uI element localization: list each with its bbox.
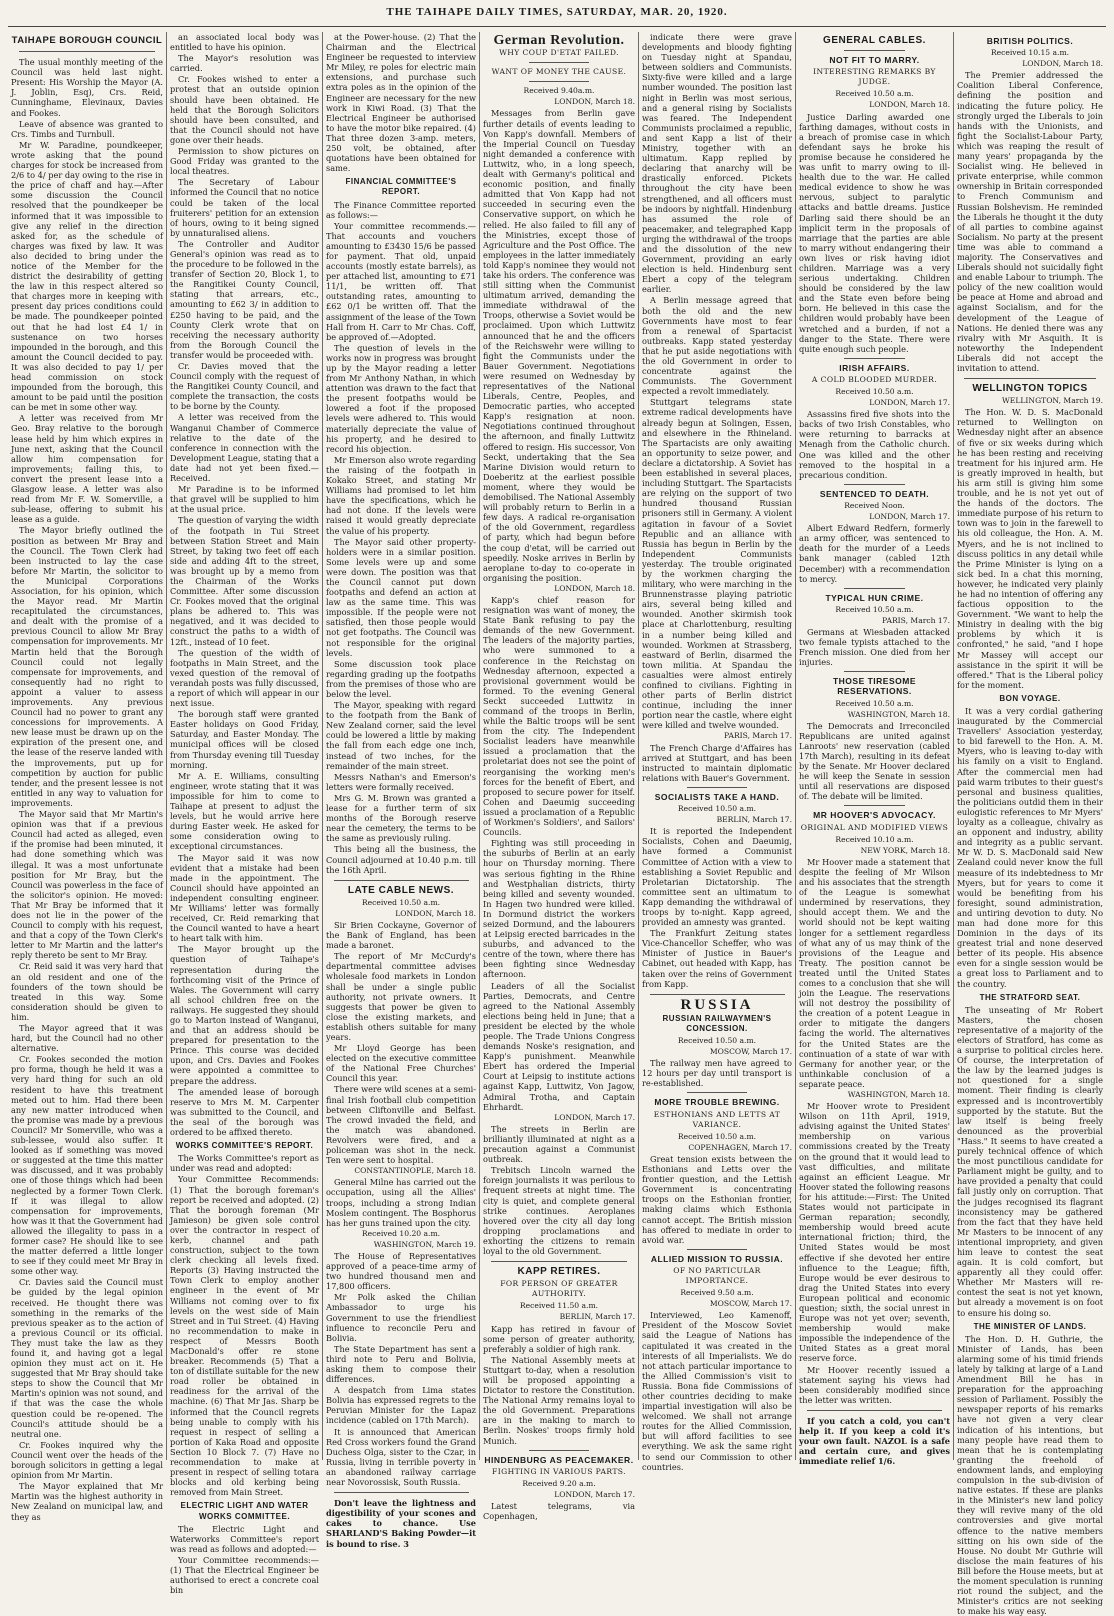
subheading: WANT OF MONEY THE CAUSE. — [491, 67, 627, 77]
bon-voyage-heading: BON VOYAGE. — [999, 693, 1061, 703]
electric-committee-heading: ELECTRIC LIGHT AND WATER WORKS COMMITTEE. — [180, 1501, 309, 1521]
borough-council-heading: TAIHAPE BOROUGH COUNCIL — [11, 35, 163, 46]
paragraph: The Electric Light and Waterworks Committee's report was read as follows and adopted:— — [170, 1523, 319, 1554]
general-cables-heading: GENERAL CABLES. — [823, 35, 926, 46]
russia-heading: RUSSIA — [680, 996, 754, 1013]
divider — [491, 1261, 628, 1262]
divider — [529, 1450, 590, 1451]
cable-item: The House of Representatives approved of a peace-time army of two hundred thousand men and 17,800 officers. — [326, 1250, 476, 1292]
late-cable-heading: LATE CABLE NEWS. — [347, 884, 455, 896]
paragraph: Cr. Davies moved that the Council comply with the request of the Rangitikei County Council, and complete the transaction, the costs to be borne by the County. — [170, 361, 319, 412]
dateline: LONDON, March 18. — [554, 97, 635, 107]
paragraph: Permission to show pictures on Good Friday was granted to the local theatres. — [170, 146, 319, 177]
divider — [844, 805, 904, 806]
paragraph: It is reported the Independent Socialists, Cohen and Daeumig, have formed a Communist Committee of Action with a view to establishing a Soviet Republic and Proletarian Dictatorship. The committee sent an ultimatum to Kapp demanding the withdrawal of troops by to-night. Kapp agreed, provided an amnesty was granted. — [642, 826, 792, 928]
column-3 — [323, 32, 479, 1549]
paragraph: The question of the width of footpaths in Main Street, and the vexed question of the removal of verandah posts was fully discussed, a report of which will appear in our next issue. — [170, 647, 319, 709]
dateline: LONDON, March 17. — [869, 398, 950, 408]
paragraph: Messrs Nathan's and Emerson's letters were formally received. — [326, 771, 476, 792]
allied-mission-heading: ALLIED MISSION TO RUSSIA. — [650, 1253, 784, 1264]
paragraph: Cr. Davies said the Council must be guided by the legal opinion received. He thought there was something in the remarks of the previous speaker as to the action of a previous Council or its official. They must take the law as they found it, and having got a legal opinion they must act on it. He suggested that Mr Bray should take steps to show the Council that Mr Martin's opinion was not sound, and if that was the case the whole question could be re-opened. The Council's attitude should be a neutral one. — [11, 1277, 163, 1439]
kapp-retires-heading: KAPP RETIRES. — [517, 1266, 601, 1278]
paragraph: The Mayor explained that Mr Martin was the highest authority in New Zealand on municipal law, and they as — [11, 1481, 163, 1522]
paragraph: The Finance Committee reported as follows:— — [326, 199, 476, 220]
irish-heading: IRISH AFFAIRS. — [839, 362, 910, 373]
advertisement: Don't leave the lightness and digestibility of your scones and cakes to chance. Use SHARLAND'S Baking Powder—it is bound to rise. 3 — [326, 1498, 476, 1549]
paragraph: The usual monthly meeting of the Council was held last night. Present: His Worship the Mayor (A. J. Joblin, Esq), Crs. Reid, Cunninghame, Elevinaux, Davies and Fookes. — [11, 57, 163, 118]
received-time: Received 9.20 a.m. — [522, 1478, 596, 1488]
paragraph: Cr. Fookes seconded the motion pro forma, though he held it was a very hard thing for such an old resident to have this treatment meted out to him. Had there been any new matter introduced when the promise was made by a previous Council? Mr Somerville, who was a sub-lessee, would also suffer. It looked as if something was moved or suggested at the time this matter was discussed, and it was probably one of those things which had been neglected by a former Town Clerk. If it was illegal to allow compensation for improvements, how was it that the Government had allowed the illegality to pass in a former case? He should like to see the matter deferred a little longer to see if they could meet Mr Bray in some other way. — [11, 1054, 163, 1277]
divider — [334, 880, 469, 881]
borough-council-article — [11, 57, 163, 1522]
dateline: LONDON, March 18. — [554, 583, 635, 593]
paragraph: The Mayor said it was now evident that a mistake had been made in the appointment. The Council should have appointed an independent consulting engineer. Mr Williams' letter was formally received, Cr. Reid remarking that the Council wanted to have a heart to heart talk with him. — [170, 852, 319, 944]
paragraph: The National Assembly meets at Stuttgart to-day, when a resolution will be proposed appointing a Dictator to restore the Constitution. The National Army remains loyal to the old Government. Preparations are in the making to march to Berlin. Noskes' troops firmly hold Munich. — [483, 1354, 635, 1446]
paragraph: Your Committee recommends:— (1) That the Electrical Engineer be authorised to erect a concrete coal bin — [170, 1554, 319, 1596]
electric-committee-continued — [326, 32, 476, 173]
paragraph: Cr. Fookes inquired why the Council went over the heads of the borough solicitors in getting a legal opinion from Mr Martin. — [11, 1439, 163, 1481]
received-time: Received Noon. — [844, 500, 905, 510]
paragraph: Kapp's chief reason for resignation was want of money, the State Bank refusing to pay the demands of the new Government. The leaders of the majority parties, who were summoned to a conference in the Reichstag on Wednesday afternoon, expected a provisional government would be formed. To the evening General Seckt succeeded Luttwitz in command of the troops in Berlin, while the Baltic troops will be sent from the city. The Independent Socialist leaders have meanwhile issued a proclamation that the proletariat does not see the point of reorganising the working men's forces for the benefit of Ebert, and proposed to secure power for itself. Cohen and Daeumig succeeding issued a proclamation of a Republic of Workmen's Soldiers', and Sailors' Councils. — [483, 594, 635, 838]
divider — [529, 81, 590, 82]
cable-item: It is announced that American Red Cross workers found the Grand Duchess Olga, sister to the Czar, in Russia, living in terrible poverty in an abandoned railway carriage near Novorossisk, South Russia. — [326, 1426, 476, 1488]
advertisement: If you catch a cold, you can't help it. If you keep a cold it's your own fault. NAZOL is a safe and certain cure, and gives immediate relief 1/6. — [799, 1415, 950, 1467]
cable-item: The State Department has sent a third note to Peru and Bolivia, asking them to compose their differences. — [326, 1343, 476, 1385]
hoover-article-3: Mr Hoover recently issued a statement saying his views had been considerably modified since the letter was written. — [799, 1364, 950, 1405]
british-politics-article: The Premier addressed the Coalition Liberal Conference, defining the position and indicating the future policy. He strongly urged the Liberals to join hands with the Unionists, and fight the Socialist-Labour Party, which was reaping the result of many years' propaganda by the Socialist wing. He believed in private enterprise, while common ownership in Britain corresponded to French Communism and Russian Bolshevism. He reminded the Liberals he thought it the duty of all parties to combine against Socialism. No party at the present time was able to command a majority. The Conservatives and Liberals should not suicidally fight and enable Labour to triumph. The policy of the new coalition would be peace at Home and abroad and against Socialism, and for the development of the League of Nations. He denied there was any rivalry with Mr Asquith. It is noteworthy the Independent Liberals did not accept the invitation to attend. — [957, 70, 1103, 373]
dateline: BERLIN, March 17. — [559, 1312, 635, 1322]
dateline: COPENHAGEN, March 17. — [688, 1142, 792, 1152]
hoover-article-2: Mr Hoover wrote to President Wilson on 11th April, 1919, advising against the United States' membership on various commissions created by the Treaty on the ground that it would lead to vast difficulties, and militate against an efficient League. Mr Hoover stated the following reasons for his attitude:—First: The United States would not participate in German reparation; secondly, membership would breed acute international friction; third, the United States would be most effective if she devoted her entire influence to the League; fifth, Europe would be ever desirous to drag the United States into every European political and economic question; sixth, the social unrest in Europe was not yet over; seventh, membership would make impossible the independence of the United States as a great moral reserve force. — [799, 1101, 950, 1364]
divider — [844, 358, 904, 359]
subheading: OF NO PARTICULAR IMPORTANCE. — [673, 1265, 761, 1285]
cable-item: The report of Mr McCurdy's departmental committee advises wholesale food markets in London shall be under a single public authority, not private owners. It suggests that power be given to close the existing markets, and establish others suitable for many years. — [326, 951, 476, 1042]
irish-article: Assassins fired five shots into the backs of two Irish Constables, who were returning to barracks at Menagh from the Catholic church. One was killed and the other removed to the hospital in a precarious condition. — [799, 409, 950, 480]
hun-crime-article: Germans at Wiesbaden attacked two female typists attached to the French mission. One died from her injuries. — [799, 626, 950, 668]
paragraph: Your committee recommends.—That accounts and vouchers amounting to £3430 15/6 be passed for payment. That old, unpaid accounts (mostly estate barrels), as per attached list, amounting to £71 11/1, be written off. That outstanding rates, amounting to £62 0/1 be written off. That the assignment of the lease of the Town Hall from H. Carr to Mr Chas. Coff, be approved of.—Adopted. — [326, 220, 476, 342]
received-time: Received 11.50 a.m. — [519, 1301, 599, 1311]
column-5 — [639, 32, 795, 1472]
divider — [964, 378, 1095, 379]
masthead-rule — [8, 26, 1106, 27]
german-revolution-article-2 — [483, 595, 635, 1112]
paragraph: The borough staff were granted Easter holidays on Good Friday, Saturday, and Easter Monday. The municipal offices will be closed from Thursday evening till Tuesday morning. — [170, 709, 319, 770]
paragraph: The Mayor agreed that it was hard, but the Council had no other alternative. — [11, 1023, 163, 1054]
hindenburg-article: Latest telegrams, via Copenhagen, — [483, 1501, 635, 1522]
received-time: Received 10.10 a.m. — [835, 834, 914, 844]
german-revolution-article-3 — [483, 1124, 635, 1256]
reservations-article: The Democrats and Irreconciled Republicans are united against Lanroots' new reservation (cabled 17th March), resulting in its defeat by the Senate. Mr Hoover declared he will keep the Senate in session until all reservations are disposed of. The debate will be limited. — [799, 720, 950, 802]
paragraph: A letter was received from the Wanganui Chamber of Commerce relative to the date of the conference in connection with the Development League, stating that a date had not yet been fixed.—Received. — [170, 412, 319, 484]
socialists-heading: SOCIALISTS TAKE A HAND. — [654, 791, 780, 802]
death-heading: SENTENCED TO DEATH. — [819, 488, 930, 499]
paragraph: an associated local body was entitled to have his opinion. — [170, 32, 319, 53]
paragraph: Stuttgart telegrams state extreme radical developments have already begun at Solingen, Essen, and elsewhere in the Rhineland. The Spartacists are only awaiting an opportunity to seize power, and declare a dictatorship. A Soviet has been established in several places, including Stuttgart. The Spartacists are relying on the support of two hundred thousand Russian prisoners still in Germany. A violent agitation in favour of a Soviet Republic and an alliance with Russia has begun in Berlin by the Independent Communists yesterday. The trouble originated by the workmen charging the military, who were marching in the Brunnenstrasse playing patriotic airs, several being killed and wounded. Another skirmish took place at Charlottenburg, resulting in a number being killed and wounded. Workmen at Strassberg, eastward of Berlin, disarmed the town militia. At Spandau the casualties were almost entirely confined to civilians. Fighting in other parts of Berlin district continue, including the inner portion near the castle, where eight were killed and twelve wounded. — [642, 397, 792, 731]
paragraph: The Mayor, speaking with regard to the footpath from the Bank of New Zealand corner, said the level could be lowered a little by making the fall from each edge one inch, instead of two inches, for the remainder of the main street. — [326, 700, 476, 771]
dateline: NEW YORK, March 18. — [860, 845, 950, 855]
paragraph: The Hon. W. D. S. MacDonald returned to Wellington on Wednesday night after an absence of five or six weeks during which he has been resting and receiving treatment for his injured arm. He is greatly improved in health, but his arm still is giving him some trouble, and he is not yet out of the hands of the doctors. The immediate purpose of his return to town was to join in the farewell to his old colleague, the Hon. A. M. Myers, and he is not inclined to discuss politics in any detail while the Prime Minister is lying on a sick bed. In a chat this morning, however, he indicated very plainly he had no intention of offering any factious opposition to the Government. "We want to help the Ministry in dealing with the big problems by which it is confronted," he said, "and I hope Mr Massey will accept our assistance in the spirit it will be offered." That is the Liberal policy for the moment. — [957, 407, 1103, 690]
paragraph: Kapp has retired in favour of some person of greater authority, preferably a soldier of high rank. — [483, 1323, 635, 1354]
paragraph: Mr A. E. Williams, consulting engineer, wrote stating that it was impossible for him to come to Taihape at present to adjust the levels, but he would arrive here during Easter week. He asked for some consideration owing to exceptional circumstances. — [170, 770, 319, 852]
column-4 — [480, 32, 638, 1522]
paragraph: Cr. Fookes wished to enter a protest that an outside opinion should have been obtained. He held that the Borough Solicitors should have been consulted, and that the Council should not have gone over their heads. — [170, 74, 319, 145]
paragraph: Cr. Reid said it was very hard that an old resident and one of the founders of the town should be treated in this way. Some consideration should be given to him. — [11, 961, 163, 1022]
unfit-article: Justice Darling awarded one farthing damages, without costs in a breach of promise case in which defendant says he broke his promise because he considered he was unfit to marry owing to ill-health due to the war. He called medical evidence to show he was nervous, subject to paralytic attacks and battle dreams. Justice Darling said there should be an implicit term in the proposals of marriage that the parties are able to marry without endangering their own lives or risk having idiot children. Marriage was a very serious undertaking. Children should be considered by the law and the State even before being born. He believed in this case the children would probably have been wretched and a burden, if not a danger to the State. There were quite enough such people. — [799, 111, 950, 354]
paragraph: The Mayor said that Mr Martin's opinion was that if a previous Council had acted as alleged, even if the promise had been minuted, it had done something which was illegal. It was a most unfortunate position for Mr Bray, but the Council was powerless in the face of the solicitor's opinion. He moved: That Mr Bray be informed that it does not lie in the power of the Council to comply with his request, and that a copy of the Town Clerk's letter to Mr Martin and the latter's reply thereto be sent to Mr Bray. — [11, 809, 163, 961]
german-revolution-article — [483, 108, 635, 582]
unfit-heading: NOT FIT TO MARRY. — [829, 55, 920, 66]
dateline: LONDON, March 17. — [554, 1112, 635, 1122]
works-committee-heading: WORKS COMMITTEE'S REPORT. — [175, 1141, 314, 1151]
paragraph: Your Committee Recommends: (1) That the borough foreman's report be received and adopted. (2) That the borough foreman (Mr Jamieson) be given sole control over the contractor in respect of kerb, channel and path construction, subject to the town clerk checking all levels fixed. Reports (3) Having instructed the Town Clerk to employ another engineer in the event of Mr Williams not coming over to fix levels on the west side of Main Street and in Tui Street. (4) Having no recommendation to make in respect of Messrs Booth MacDonald's offer re stone breaker. Recommends (5) That a ton of distillate suitable for the new road roller be obtained in readiness for the arrival of the machine. (6) That Mr Jas. Sharp be informed that the Council regrets being unable to comply with his request in respect of selling a portion of Kaka Road and opposite Section 10 Block 7. (7) Have no recommendation to make at present in respect of selling totara blocks and old kerbing being removed from Main Street. — [170, 1174, 319, 1498]
german-revolution-continued — [642, 32, 792, 730]
dateline: WASHINGTON, March 19. — [373, 1239, 476, 1249]
dateline: CONSTANTINOPLE, March 18. — [354, 1166, 476, 1176]
electric-committee-article — [170, 1524, 319, 1596]
paragraph: The question of varying the width of the footpath in Tui Street between Station Street and Main Street, by taking two feet off each side and adding 4ft to the street, was brought up by a memo from the Chairman of the Works Committee. After some discussion Cr. Fookes moved that the original plans be adhered to. This was negatived, and it was decided to construct the paths to a width of 12ft., instead of 10 feet. — [170, 515, 319, 647]
paragraph: The amended lease of borough reserve to Mrs M. M. Carpenter was submitted to the Council, and the seal of the borough was ordered to be affixed thereto. — [170, 1086, 319, 1138]
stratford-heading: THE STRATFORD SEAT. — [979, 992, 1081, 1002]
received-time: Received 9.40a.m. — [523, 86, 595, 96]
cable-item: A despatch from Lima states Bolivia has expressed regrets to the Peruvian Minister for the Lapaz incidence (cabled on 17th March). — [326, 1385, 476, 1426]
hindenburg-heading: HINDENBURG AS PEACEMAKER. — [484, 1454, 634, 1465]
divider — [687, 1092, 747, 1093]
reservations-heading: THOSE TIRESOME RESERVATIONS. — [832, 676, 917, 697]
paragraph: The Secretary of Labour informed the Council that no notice could be taken of the local fruiterers' petition for an extension of hours, owing to it being signed by unnaturalised aliens. — [170, 177, 319, 238]
subheading: INTERESTING REMARKS BY JUDGE. — [813, 67, 936, 87]
minister-lands-heading: THE MINISTER OF LANDS. — [973, 1321, 1087, 1331]
trouble-heading: MORE TROUBLE BREWING. — [654, 1097, 780, 1108]
dateline: LONDON, March 18. — [1022, 59, 1103, 69]
received-time: Received 10.50 a.m. — [361, 897, 441, 907]
bon-voyage-article: It was a very cordial gathering inaugurated by the Commercial Travellers' Association yesterday, to bid farewell to the Hon. A. M. Myers, who is leaving to-day with his family on a visit to England. After the commercial men had paid warm tributes to their guest's personal and business qualities, the politicians outdid them in their eulogistic references to Mr Myers' loyalty as a colleague, chivalry as an opponent and industry, ability and integrity as a public servant. Mr W. D. S. MacDonald said New Zealand could never know the full measure of its indebtedness to Mr Myers, but for years to come it would be benefiting from his foresight, sound administration, and untiring devotion to duty. No man had done more for this Dominion in the days of its greatest trial and none deserved better of its people. His absence even for a single session would be a great loss to Parliament and to the country. — [957, 706, 1103, 989]
paragraph: Leave of absence was granted to Crs. Timbs and Turnbull. — [11, 118, 163, 139]
subheading: ESTHONIANS AND LETTS AT VARIANCE. — [653, 1109, 781, 1129]
divider — [529, 62, 590, 63]
paragraph: Fighting was still proceeding in the suburbs of Berlin at an early hour on Thursday morning. There was serious fighting in the Rhine and Westphalian districts, thirty being killed and seventy wounded. In Hagen two hundred were killed. In Dormund district the workers seized Dormund, and the labourers at Leipsig erected barricades in the suburbs, and advanced to the centre of the town, where there has been fighting since Wednesday afternoon. — [483, 838, 635, 980]
subheading: FOR PERSON OF GREATER AUTHORITY. — [500, 1279, 618, 1299]
paragraph: Some discussion took place regarding grading up the footpaths from the premises of those who are below the level. — [326, 658, 476, 699]
trouble-article: Great tension exists between the Esthonians and Letts over the frontier question, and the Lettish Government is concentrating troops on the Esthonian frontier, making claims which Esthonia cannot accept. The British mission has offered to mediate in order to avoid war. — [642, 1153, 792, 1245]
dateline: LONDON, March 17. — [554, 1489, 635, 1499]
cable-item: General Milne has carried out the occupation, using all the Allies' troops, including a strong Indian Moslem contingent. The Bosphorus has her guns trained upon the city. — [326, 1177, 476, 1228]
paragraph: The Frankfurt Zeitung states Vice-Chancellor Scheffer, who was Minister of Justice in Bauer's Cabinet, out headed with Kapp, has taken over the reins of Government from Kapp. — [642, 928, 792, 989]
wellington-topics-article — [957, 407, 1103, 690]
received-time: Received 10.50 a.m. — [677, 1036, 757, 1045]
dateline: MOSCOW, March 17. — [709, 1299, 792, 1309]
subheading: A COLD BLOODED MURDER. — [811, 374, 938, 384]
paragraph: The Mayor briefly outlined the position as between Mr Bray and the Council. The Town Clerk had been instructed to lay the case before Mr Martin, the solicitor to the Municipal Corporations Association, for his opinion, which the Mayor read. Mr Martin recapitulated the circumstances, and dealt with the promise of a previous Council to allow Mr Bray compensation for improvements. Mr Martin held that the Borough Council could not legally compensate for improvements, and consequently had no right to appoint a valuer to assess improvements. Any previous Council had no power to grant any concessions for improvements. A new lease must be drawn up on the expiration of the present one, and the lease of the reserve landed with the improvements, put up for competition by auction for public tender, and the present lessee is not entitled in any way to valuation for improvements. — [11, 525, 163, 808]
cable-item: Mr Lloyd George has been elected on the executive committee of the National Free Churches' Council this year. — [326, 1043, 476, 1084]
dateline: LONDON, March 18. — [395, 908, 476, 918]
divider — [844, 671, 904, 672]
paragraph: The streets in Berlin are brilliantly illuminated at night as a precaution against a Communist outbreak. — [483, 1123, 635, 1165]
column-7 — [954, 32, 1106, 1616]
dateline: WELLINGTON, March 19. — [1002, 396, 1103, 406]
divider — [844, 588, 904, 589]
divider — [687, 787, 747, 788]
paragraph: The Mayor said other property-holders were in a similar position. Some levels were up and some were down. The position was that the Council cannot put down footpaths and defend an action at law as the same time. This was impossible. If the people were not satisfied, then those people would not get footpaths. The Council was not responsible for the original levels. — [326, 536, 476, 658]
received-time: Received 10.50 a.m. — [677, 1131, 757, 1141]
paragraph: The Controller and Auditor General's opinion was read as to the procedure to be followed in the transfer of Section 20, Block 1, to the Rangitikei County Council, stating that arrears, etc., amounting to £62 3/ in addition to £250 having to be paid, and the County Clerk wrote that on receiving the necessary authority from the Borough Council the transfer would be proceeded with. — [170, 238, 319, 360]
divider — [334, 1492, 469, 1493]
dateline: BERLIN, March 17. — [716, 815, 792, 825]
divider — [650, 994, 785, 995]
received-time: Received 10.50 a.m. — [835, 89, 914, 99]
paragraph: Mr Emerson also wrote regarding the raising of the footpath in Kokako Street, and stating Mr Williams had promised to let him have the specifications, which he had not done. If the levels were raised it would greatly depreciate the value of his property. — [326, 454, 476, 536]
subheading: ORIGINAL AND MODIFIED VIEWS — [800, 822, 949, 832]
wellington-topics-heading: WELLINGTON TOPICS — [972, 383, 1088, 395]
received-time: Received 9.50 a.m. — [680, 1288, 754, 1298]
works-committee-article — [170, 1153, 319, 1497]
dateline: PARIS, March 17. — [724, 731, 792, 741]
paris-article: The French Charge d'Affaires has arrived at Stuttgart, and has been instructed to maintain diplomatic relations with Bauer's Government. — [642, 742, 792, 783]
column-6 — [796, 32, 953, 1467]
received-time: Received 10.20 a.m. — [361, 1228, 441, 1238]
dateline: MOSCOW, March 17. — [709, 1047, 792, 1057]
dateline: PARIS, March 17. — [882, 615, 950, 625]
paragraph: Mr W. Paradine, poundkeeper, wrote asking that the pound charges for stock be increased from 2/6 to 4/ per day owing to the rise in the price of chaff and hay.—After some discussion the Council resolved that the poundkeeper be informed that it was impossible to give any relief in the direction asked for, as the schedule of charges was fixed by law. It was also decided to bring under the notice of the Member for the district the desirability of getting the law in this respect altered so that charges more in keeping with present day prices conditions could be made. The poundkeeper pointed out that he had lost £4 1/ in sustenance on two horses impounded in the borough, and this amount the Council decided to pay. It was also decided to pay 1/ per head commission on stock impounded from the borough, this amount to be paid until the position can be met in some other way. — [11, 139, 163, 413]
paragraph: A letter was received from Mr Geo. Bray relative to the borough lease held by him which expires in June next, asking that the Council allow him compensation for improvements; failing this, to convert the present lease into a Glasgow lease. A letter was also read from Mr F. W. Somerville, a sub-lease, offering to submit his lease as a guide. — [11, 413, 163, 525]
kapp-retires-article — [483, 1324, 635, 1446]
subheading: FIGHTING IN VARIOUS PARTS. — [492, 1466, 626, 1476]
hoover-heading: MR HOOVER'S ADVOCACY. — [813, 810, 936, 821]
received-time: Received 10.50 a.m. — [835, 698, 914, 708]
paragraph: The Works Committee's report as under was read and adopted: — [170, 1153, 319, 1174]
column-1 — [8, 32, 166, 1522]
railwaymen-article: The railway men have agreed to 12 hours per day until transport is re-established. — [642, 1058, 792, 1089]
stratford-article: The unseating of Mr Robert Masters, the chosen representative of a majority of the electors of Stratford, has come as a surprise to political circles here. Of course, the interpretation of the law by the learned judges is not questioned for a single moment. Their finding is clearly expressed and is incontrovertibly supported by the statute. But the law itself is being freely denounced as the proverbial "Hass." It seems to have created a purely technical offence of which the most punctilious candidate for Parliament might be guilty, and to have provided a penalty that could fall justly only on corruption. That the judges recognised its flagrant inconsistency may be gathered from the fact that they have held Mr Masters to be innocent of any intentional impropriety, and given him leave to contest the seat again. It is cold comfort, but apparently all they could offer. Whether Mr Masters will re-contest the seat is not yet known, but already a movement is on foot to ensure his doing so. — [957, 1004, 1103, 1318]
paragraph: Messages from Berlin gave further details of events leading to Von Kapp's downfall. Members of the Imperial Council on Tuesday night demanded a conference with Luttwitz, who, in a long speech, dealt with Germany's political and economic position, and finally admitted that Von Kapp had not succeeded in securing even the Conservative support, on which he relied. He also failed to fill any of the Ministries, except those of Agriculture and the Post Office. The employees in the latter immediately told Kapp's nominee they would not take his orders. The conference was still sitting when the Communist ultimatum arrived, demanding the immediate withdrawal of the Troops, otherwise a Soviet would be proclaimed. Upon which Luttwitz announced that he and the officers of the Reichswehr were willing to fight the Communists under the Bauer Government. Negotiations were resumed on Wednesday by representatives of the National Liberals, Centre, Peoples, and Democratic parties, who accepted Kapp's resignation at noon. Negotiations continued throughout the afternoon, and finally Luttwitz offered to resign. His successor, Von Seckt, undertaking that the Sea Marine Division would return to Doeberitz at the earliest possible moment, where they would be demobilised. The National Assembly will probably return to Berlin in a few days. A radical re-organisation of the old Government, regardless of party, which had begun before the coup d'etat, will be carried out speedily. Noske arrives in Berlin by aeroplane to-day to co-operate in organising the position. — [483, 108, 635, 583]
divider — [844, 484, 904, 485]
death-article: Albert Edward Redfern, formerly an army officer, was sentenced to death for the murder of a Leeds bank manager (cabled 12th December) with a recommendation to mercy. — [799, 523, 950, 584]
masthead: THE TAIHAPE DAILY TIMES, SATURDAY, MAR. 20, 1920. — [386, 6, 728, 18]
received-time: Received 10.50 a.m. — [835, 604, 914, 614]
dateline: WASHINGTON, March 18. — [847, 709, 950, 719]
financial-committee-article — [326, 200, 476, 875]
dateline: LONDON, March 17. — [869, 512, 950, 522]
paragraph: at the Power-house. (2) That the Chairman and the Electrical Engineer be requested to interview Mr Miley, re poles for electric main extensions, and purchase such extra poles as in the opinion of the Engineer are necessary for the new work in Kiwi Road. (3) That the Electrical Engineer be authorised to have the motor bike repaired. (4) That three dozen 3-amp. meters, 250 volt, be obtained, after quotations have been obtained for same. — [326, 32, 476, 174]
allied-mission-article: Interviewed, Leo Kamenoff, President of the Moscow Soviet said the League of Nations has capitulated it was created in the interests of all Imperialists. We do not attach particular importance to the Allied Commission's visit to Russia. Bona fide Commissions of other countries deciding to make impartial investigation will also be welcomed. We shall not arrange routes for the Allied Commission, but will afford facilities to see everything. We ask the same right to send our Commission to other countries. — [642, 1310, 792, 1472]
paragraph: A Berlin message agreed that both the old and the new Governments have most to fear from a renewal of Spartacist outbreaks. Kapp stated yesterday that he put aside negotiations with the old Government in order to concentrate against the Communists. The Government expected a revolt immediately. — [642, 295, 792, 397]
received-time: Received 10.50 a.m. — [677, 804, 757, 814]
german-revolution-heading: German Revolution. — [493, 33, 625, 48]
paragraph: Leaders of all the Socialist Parties, Democrats, and Centre agreed to the National Assembly elections being held in June; that a president be elected by the whole people. The Trade Unions Congress demands Noske's resignation, and Kapp's punishment. Meanwhile Ebert has ordered the Imperial Court at Leipsig to institute actions against Kapp, Luttwitz, Von Jagow, Admiral Trotha, and Captain Ehrhardt. — [483, 980, 635, 1112]
paragraph: This being all the business, the Council adjourned at 10.40 p.m. till the 16th April. — [326, 844, 476, 875]
cable-item: There were wild scenes at a semi-final Irish football club competition between Cliftonville and Belfast. The crowd invaded the field, and the match was abandoned. Revolvers were fired, and a policeman was shot in the neck. Ten were sent to hospital. — [326, 1084, 476, 1166]
paragraph: The question of levels in the works now in progress was brought up by the Mayor reading a letter from Mr Anthony Nathan, in which attention was drawn to the fact that the present footpaths would be lowered a foot if the proposed levels were adhered to. This would materially depreciate the value of his property, and he desired to record his objection. — [326, 342, 476, 454]
minister-lands-article: The Hon. D. H. Guthrie, the Minister of Lands, has been alarming some of his timid friends lately by talking at large of a Land Amendment Bill he has in preparation for the approaching session of Parliament. Possibly the newspaper reports of his remarks have not given a very clear indication of his intentions, but many people have read them to mean that he is contemplating granting the freehold of endowment lands, and employing compulsion in the sub-division of native estates. If these are planks in the Minister's new land policy they will revive many of the old controversies and give mortal offence to the native members sitting on his own side of the House. No doubt Mr Guthrie will disclose the main features of his Bill before the House meets, but at the moment speculation is running riot round the subject, and the Minister's critics are not seeking to make his way easy. — [957, 1333, 1103, 1616]
british-politics-heading: BRITISH POLITICS. — [986, 36, 1074, 46]
received-time: Received 10.15 a.m. — [990, 48, 1070, 58]
hoover-article: Mr Hoover made a statement that despite the feeling of Mr Wilson and his associates that the strength of the League is somewhat undermined by reservations, they should accept them. We and the world should not be kept waiting longer for a settlement regardless of what any of us may think of the provisions of the League and Treaty. The position cannot be treated until the United States comes to a conclusion that she will join the League. The reservations will not destroy the possibility of the creation of a potent League in order to mitigate the dangers facing the world. The alternatives for the United States are the continuation of a state of war with Germany for another year, or the unthinkable conclusion of a separate peace. — [799, 856, 950, 1089]
column-2 — [167, 32, 322, 1596]
divider — [844, 50, 904, 51]
cable-item: Mr Polk asked the Chilian Ambassador to urge his Government to use the friendliest influence to reconcile Peru and Bolivia. — [326, 1292, 476, 1343]
divider — [19, 51, 156, 52]
dateline: WASHINGTON, March 18. — [847, 1090, 950, 1099]
paragraph: The Mayor brought up the question of Taihape's representation during the forthcoming visit of the Prince of Wales. The Government will carry all school children free on the railways. He suggested they should go to Marton instead of Wanganui, and that an address should be prepared for presentation to the Prince. This course was decided upon, and Crs. Davies and Fookes were appointed a committee to prepare the address. — [170, 944, 319, 1086]
hun-crime-heading: TYPICAL HUN CRIME. — [825, 592, 924, 603]
cable-item: Sir Brien Cockayne, Governor of the Bank of England, has been made a baronet. — [326, 919, 476, 951]
dateline: LONDON, March 18. — [869, 100, 950, 110]
received-time: Received 10.50 a.m. — [835, 387, 914, 396]
paragraph: Trebitsch Lincoln warned the foreign journalists it was perilous to frequent streets at night time. The city is quiet, and complete general strike continues. Aeroplanes hovered over the city all day long dropping proclamations and exhorting the citizens to remain loyal to the old Government. — [483, 1165, 635, 1256]
socialists-article — [642, 826, 792, 989]
railwaymen-heading: RUSSIAN RAILWAYMEN'S CONCESSION. — [662, 1013, 772, 1033]
divider — [807, 1410, 943, 1411]
borough-council-continued — [170, 32, 319, 1137]
financial-committee-heading: FINANCIAL COMMITTEE'S REPORT. — [345, 177, 457, 197]
late-cable-news — [326, 898, 476, 1487]
divider — [687, 1249, 747, 1250]
paragraph: Mr Paradine is to be informed that gravel will be supplied to him at the usual price. — [170, 484, 319, 515]
paragraph: indicate there were grave developments and bloody fighting on Tuesday night at Spandau, between soldiers and Communists. Sixty-five were killed and a large number wounded. The position last night in Berlin was most serious, and a general rising by Socialists was feared. The Independent Communists proclaimed a republic, and sent Kapp a list of their Ministry, together with an ultimatum. Kapp replied by declaring that anarchy will be drastically enforced. Pickets throughout the city have been strengthened, and all officers must be indoors by nightfall. Hindenburg has assumed the role of peacemaker, and telegraphed Kapp urging the withdrawal of the troops and the dissolution of the new Government, providing an early election is held. Hindenburg sent Ebert a copy of the telegram earlier. — [642, 32, 792, 295]
paragraph: Mrs G. M. Brown was granted a lease for a further term of six months of the Borough reserve near the cemetery, the terms to be the same as previously ruling. — [326, 792, 476, 844]
subheading: WHY COUP D'ETAT FAILED. — [499, 48, 619, 58]
paragraph: The Mayor's resolution was carried. — [170, 53, 319, 74]
